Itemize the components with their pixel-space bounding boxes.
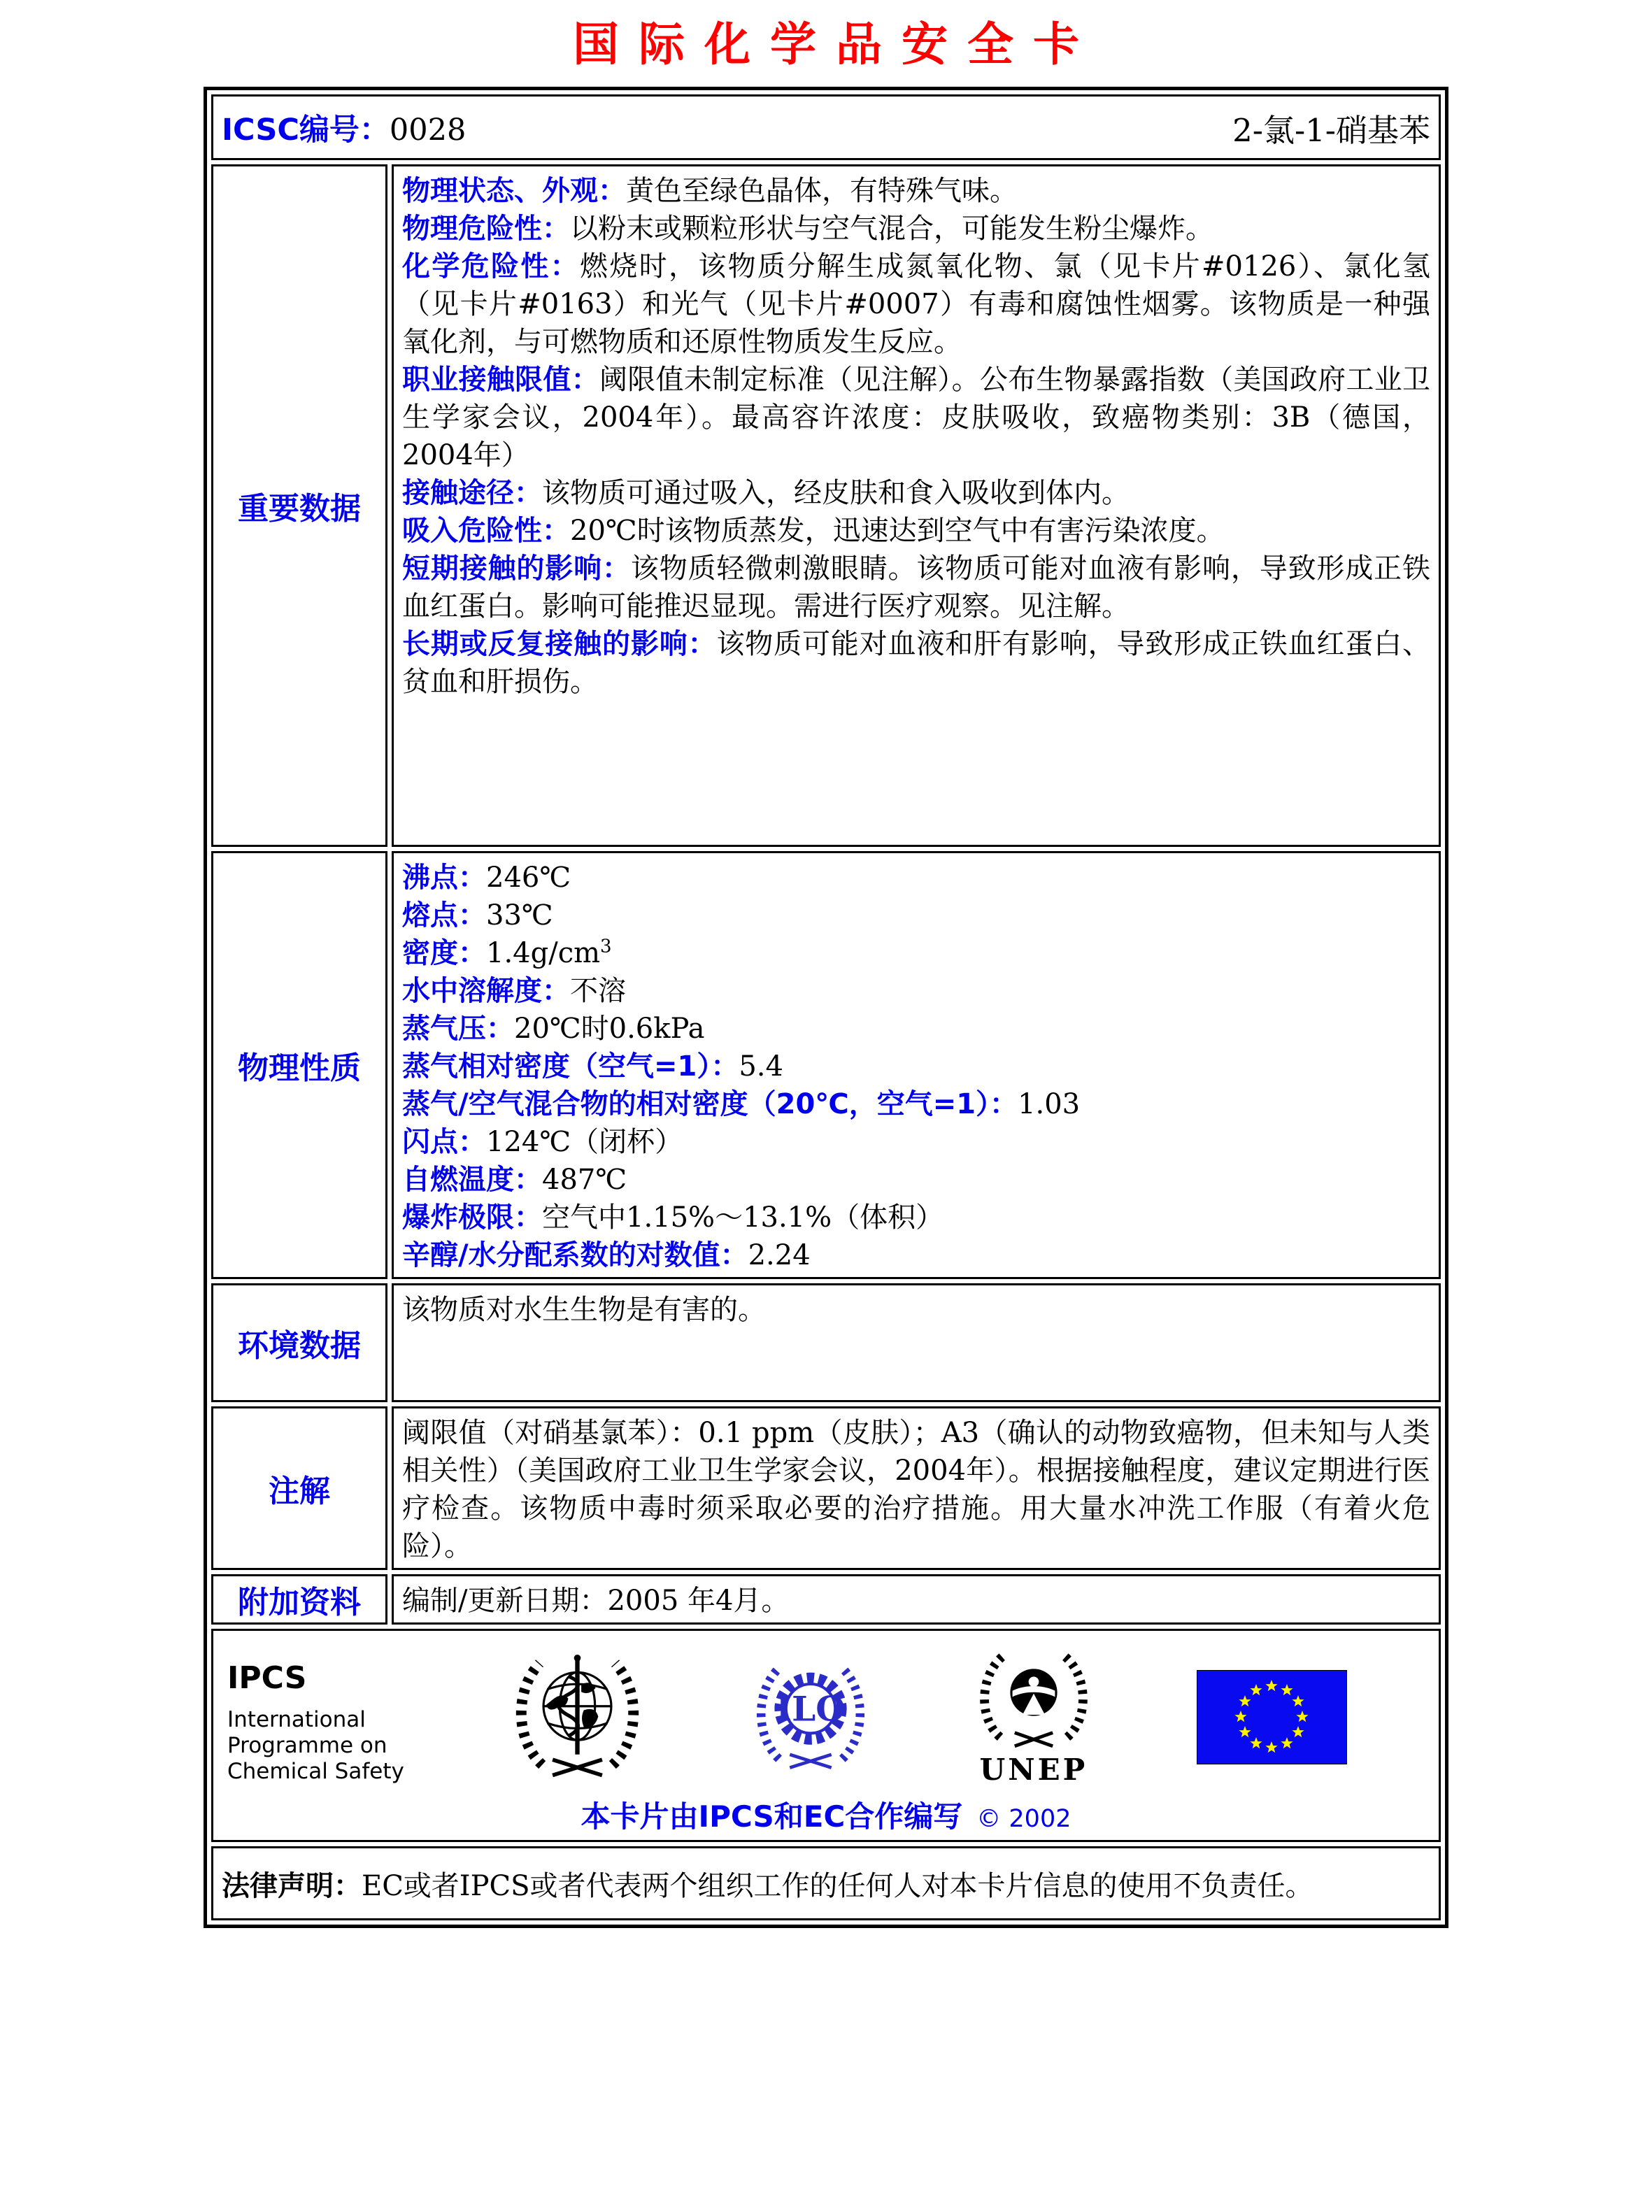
property-item: 辛醇/水分配系数的对数值：2.24	[402, 1239, 811, 1272]
legal-text: EC或者IPCS或者代表两个组织工作的任何人对本卡片信息的使用不负责任。	[362, 1869, 1313, 1902]
property-item: 密度：$1.4g/cm^3$	[402, 936, 612, 970]
legal-row	[211, 1846, 1441, 1920]
legal-label: 法律声明：	[222, 1869, 362, 1902]
data-item: 物理状态、外观：黄色至绿色晶体，有特殊气味。	[402, 175, 1018, 208]
icsc-number-label: ICSC编号：	[222, 112, 390, 148]
header-row	[211, 94, 1441, 160]
property-item: 闪点：124℃（闭杯）	[402, 1126, 683, 1159]
eu-flag-icon	[1197, 1670, 1347, 1767]
property-item: 沸点：246℃	[402, 862, 571, 894]
ilo-letters: ILO	[776, 1689, 846, 1729]
environmental-data-content	[392, 1283, 1441, 1402]
cooperation-caption: 本卡片由IPCS和EC合作编写 © 2002	[581, 1799, 1071, 1834]
property-item: 爆炸极限：空气中1.15%～13.1%（体积）	[402, 1201, 944, 1234]
data-item: 物理危险性：以粉末或颗粒形状与空气混合，可能发生粉尘爆炸。	[402, 213, 1213, 245]
row-label-environmental-data: 环境数据	[211, 1283, 387, 1402]
physical-properties-content	[392, 851, 1441, 1279]
icsc-number-group	[222, 106, 466, 149]
logos-row	[211, 1629, 1441, 1842]
data-item: 长期或反复接触的影响：该物质可能对血液和肝有影响，导致形成正铁血红蛋白、贫血和肝损伤。	[402, 628, 1431, 699]
ilo-emblem-icon	[750, 1649, 871, 1782]
property-item: 蒸气压：20℃时0.6kPa	[402, 1013, 705, 1046]
data-item: 阈限值（对硝基氯苯）：0.1 ppm（皮肤）；A3（确认的动物致癌物，但未知与人类相关性）（美国政府工业卫生学家会议，2004年）。根据接触程度，建议定期进行医疗检查。该物质中毒时须采取必要的治疗措施。用大量水冲洗工作服（有着火危险）。	[402, 1417, 1430, 1563]
row-label-notes: 注解	[211, 1406, 387, 1570]
property-item: 熔点：33℃	[402, 899, 553, 932]
unep-emblem-icon	[972, 1648, 1095, 1787]
property-item: 蒸气/空气混合物的相对密度（20℃，空气=1）：1.03	[402, 1088, 1081, 1121]
row-label-additional-info: 附加资料	[211, 1574, 387, 1625]
header-cell	[211, 94, 1441, 160]
additional-info-content	[392, 1574, 1441, 1625]
physical-properties-row	[211, 851, 1441, 1279]
additional-info-row	[211, 1574, 1441, 1625]
icsc-card-table	[204, 87, 1448, 1928]
data-item: 该物质对水生生物是有害的。	[402, 1294, 766, 1327]
property-item: 蒸气相对密度（空气=1）：5.4	[402, 1050, 783, 1083]
notes-row	[211, 1406, 1441, 1570]
important-data-row	[211, 164, 1441, 847]
ipcs-acronym: IPCS	[227, 1660, 307, 1697]
row-label-important-data: 重要数据	[211, 164, 387, 847]
property-item: 水中溶解度：不溶	[402, 975, 626, 1008]
notes-content	[392, 1406, 1441, 1570]
data-item: 职业接触限值：阈限值未制定标准（见注解）。公布生物暴露指数（美国政府工业卫生学家会议，2004年）。最高容许浓度：皮肤吸收，致癌物类别：3B（德国，2004年）	[402, 364, 1431, 472]
environmental-data-row	[211, 1283, 1441, 1402]
data-item: 短期接触的影响：该物质轻微刺激眼睛。该物质可能对血液有影响，导致形成正铁血红蛋白。影响可能推迟显现。需进行医疗观察。见注解。	[402, 552, 1431, 623]
icsc-number-value: 0028	[389, 112, 467, 148]
data-item: 编制/更新日期：2005 年4月。	[402, 1585, 790, 1618]
page-title: 国际化学品安全卡	[573, 17, 1099, 71]
who-emblem-icon	[506, 1645, 649, 1785]
logos-cell	[211, 1629, 1441, 1842]
data-item: 化学危险性：燃烧时，该物质分解生成氮氧化物、氯（见卡片#0126）、氯化氢（见卡片#0163）和光气（见卡片#0007）有毒和腐蚀性烟雾。该物质是一种强氧化剂，与可燃物质和还原性物质发生反应。	[402, 250, 1431, 359]
chemical-name: 2-氯-1-硝基苯	[1232, 111, 1430, 149]
copyright: © 2002	[976, 1805, 1071, 1834]
row-label-physical-properties: 物理性质	[211, 851, 387, 1279]
property-item: 自燃温度：487℃	[402, 1164, 627, 1197]
density-exponent: 3	[600, 936, 612, 958]
data-item: 接触途径：该物质可通过吸入，经皮肤和食入吸收到体内。	[402, 477, 1130, 510]
ipcs-text-block: IPCS International Programme on Chemical Safety	[227, 1660, 404, 1785]
important-data-content	[392, 164, 1441, 847]
data-item: 吸入危险性：20℃时该物质蒸发，迅速达到空气中有害污染浓度。	[402, 515, 1225, 548]
legal-cell	[211, 1846, 1441, 1920]
unep-label: UNEP	[979, 1753, 1088, 1788]
